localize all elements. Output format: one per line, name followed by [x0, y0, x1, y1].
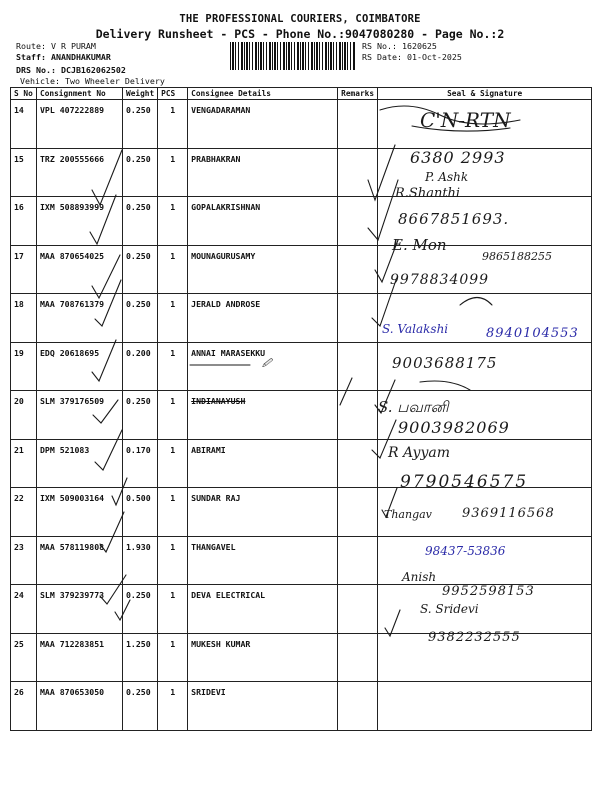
cell-consignee: DEVA ELECTRICAL	[188, 585, 338, 634]
cell-consignment: IXM 509003164	[37, 488, 123, 537]
cell-sno: 17	[11, 245, 37, 294]
signature-stroke	[420, 381, 470, 390]
cell-pcs: 1	[158, 585, 188, 634]
cell-consignment: MAA 870653050	[37, 682, 123, 731]
signature-stroke	[460, 298, 492, 306]
cell-consignment: MAA 578119808	[37, 536, 123, 585]
cell-consignment: EDQ 20618695	[37, 342, 123, 391]
cell-consignee: SUNDAR RAJ	[188, 488, 338, 537]
tick-mark	[92, 150, 122, 205]
cell-pcs: 1	[158, 536, 188, 585]
handwritten-phone: 9790546575	[400, 472, 529, 492]
handwritten-signature: E. Mon	[392, 236, 447, 254]
cell-pcs: 1	[158, 488, 188, 537]
handwritten-name: S. Valakshi	[382, 322, 449, 336]
tick-mark	[100, 575, 126, 604]
handwritten-note: C'N-RTN	[420, 108, 511, 132]
tick-mark	[368, 145, 395, 200]
cell-weight: 0.250	[123, 245, 158, 294]
handwritten-phone: 9003982069	[398, 418, 510, 437]
cell-consignee: MOUNAGURUSAMY	[188, 245, 338, 294]
staff-label: Staff: ANANDHAKUMAR	[16, 52, 111, 62]
handwritten-phone: 9369116568	[462, 506, 555, 521]
col-signature: Seal & Signature	[378, 88, 592, 100]
handwritten-signature: Anish	[402, 570, 437, 584]
handwritten-phone: 9952598153	[442, 584, 535, 599]
cell-pcs: 1	[158, 391, 188, 440]
cell-pcs: 1	[158, 439, 188, 488]
tick-mark	[112, 478, 127, 505]
cell-pcs: 1	[158, 294, 188, 343]
handwritten-phone: 8667851693.	[398, 210, 510, 228]
cell-pcs: 1	[158, 100, 188, 149]
cell-consignment: VPL 407222889	[37, 100, 123, 149]
cell-weight: 0.250	[123, 148, 158, 197]
cell-consignment: MAA 870654025	[37, 245, 123, 294]
col-sno: S No	[11, 88, 37, 100]
cell-pcs: 1	[158, 633, 188, 682]
cell-sno: 22	[11, 488, 37, 537]
cell-weight: 1.250	[123, 633, 158, 682]
tick-mark	[385, 610, 400, 636]
cell-consignment: SLM 379176509	[37, 391, 123, 440]
vehicle-label: Vehicle: Two Wheeler Delivery	[20, 76, 165, 86]
handwritten-phone: 8940104553	[486, 326, 579, 341]
cell-consignee: GOPALAKRISHNAN	[188, 197, 338, 246]
handwritten-phone: 9978834099	[390, 272, 490, 288]
handwritten-phone: 98437-53836	[425, 544, 506, 558]
tick-mark	[90, 195, 116, 244]
col-pcs: PCS	[158, 88, 188, 100]
cell-consignee: ANNAI MARASEKKU	[188, 342, 338, 391]
handwritten-name: R.Shanthi	[395, 186, 461, 201]
cell-sno: 14	[11, 100, 37, 149]
rs-number: RS No.: 1620625	[362, 41, 437, 51]
rs-date: RS Date: 01-Oct-2025	[362, 52, 462, 62]
cell-consignee: JERALD ANDROSE	[188, 294, 338, 343]
cell-weight: 0.250	[123, 100, 158, 149]
cell-consignee: INDIANAYUSH	[188, 391, 338, 440]
cell-consignment: SLM 379239773	[37, 585, 123, 634]
tick-mark	[100, 512, 124, 552]
cell-weight: 0.250	[123, 585, 158, 634]
cell-weight: 0.170	[123, 439, 158, 488]
col-consignee: Consignee Details	[188, 88, 338, 100]
cell-consignee: SRIDEVI	[188, 682, 338, 731]
cell-sno: 16	[11, 197, 37, 246]
handwritten-signature: S. Sridevi	[420, 602, 479, 616]
tick-mark	[92, 340, 116, 381]
cell-pcs: 1	[158, 148, 188, 197]
handwritten-signature: R Ayyam	[388, 445, 450, 461]
handwritten-phone: 9382232555	[428, 630, 521, 645]
drs-number: DRS No.: DCJB162062502	[16, 65, 126, 75]
cell-consignment: DPM 521083	[37, 439, 123, 488]
cell-consignment: TRZ 200555666	[37, 148, 123, 197]
cell-sno: 25	[11, 633, 37, 682]
handwritten-signature: P. Ashk	[425, 170, 469, 184]
handwritten-note: 🖉	[262, 359, 272, 369]
cell-consignee: PRABHAKRAN	[188, 148, 338, 197]
cell-consignment: MAA 708761379	[37, 294, 123, 343]
cell-consignee: MUKESH KUMAR	[188, 633, 338, 682]
cell-weight: 0.500	[123, 488, 158, 537]
tick-mark	[95, 430, 122, 470]
cell-weight: 0.250	[123, 294, 158, 343]
cell-sno: 19	[11, 342, 37, 391]
cell-pcs: 1	[158, 682, 188, 731]
tick-mark	[340, 378, 352, 405]
cell-sno: 15	[11, 148, 37, 197]
tick-mark	[95, 280, 121, 326]
runsheet-title: Delivery Runsheet - PCS - Phone No.:9047080280 - Page No.:2	[95, 27, 505, 41]
cell-weight: 1.930	[123, 536, 158, 585]
cell-consignment: MAA 712283851	[37, 633, 123, 682]
cell-sno: 18	[11, 294, 37, 343]
cell-pcs: 1	[158, 342, 188, 391]
tick-mark	[115, 600, 130, 620]
tick-mark	[368, 180, 398, 240]
cell-sno: 26	[11, 682, 37, 731]
cell-sno: 24	[11, 585, 37, 634]
cell-weight: 0.200	[123, 342, 158, 391]
cell-consignee: VENGADARAMAN	[188, 100, 338, 149]
col-remarks: Remarks	[338, 88, 378, 100]
cell-pcs: 1	[158, 245, 188, 294]
cell-consignee: ABIRAMI	[188, 439, 338, 488]
cell-consignee: THANGAVEL	[188, 536, 338, 585]
col-consignment: Consignment No	[37, 88, 123, 100]
cell-pcs: 1	[158, 197, 188, 246]
cell-weight: 0.250	[123, 682, 158, 731]
tick-mark	[93, 400, 118, 423]
cell-sno: 21	[11, 439, 37, 488]
cell-sno: 23	[11, 536, 37, 585]
cell-consignment: IXM 508893999	[37, 197, 123, 246]
handwritten-signature: Thangav	[384, 508, 432, 521]
cell-weight: 0.250	[123, 197, 158, 246]
handwritten-signature: S. பவானி	[378, 398, 449, 416]
cell-weight: 0.250	[123, 391, 158, 440]
handwritten-phone: 9003688175	[392, 354, 498, 372]
handwritten-phone: 6380 2993	[410, 148, 506, 167]
cell-sno: 20	[11, 391, 37, 440]
company-name: THE PROFESSIONAL COURIERS, COIMBATORE	[179, 13, 421, 25]
route-label: Route: V R PURAM	[16, 41, 96, 51]
handwritten-phone: 9865188255	[482, 250, 552, 263]
col-weight: Weight	[123, 88, 158, 100]
